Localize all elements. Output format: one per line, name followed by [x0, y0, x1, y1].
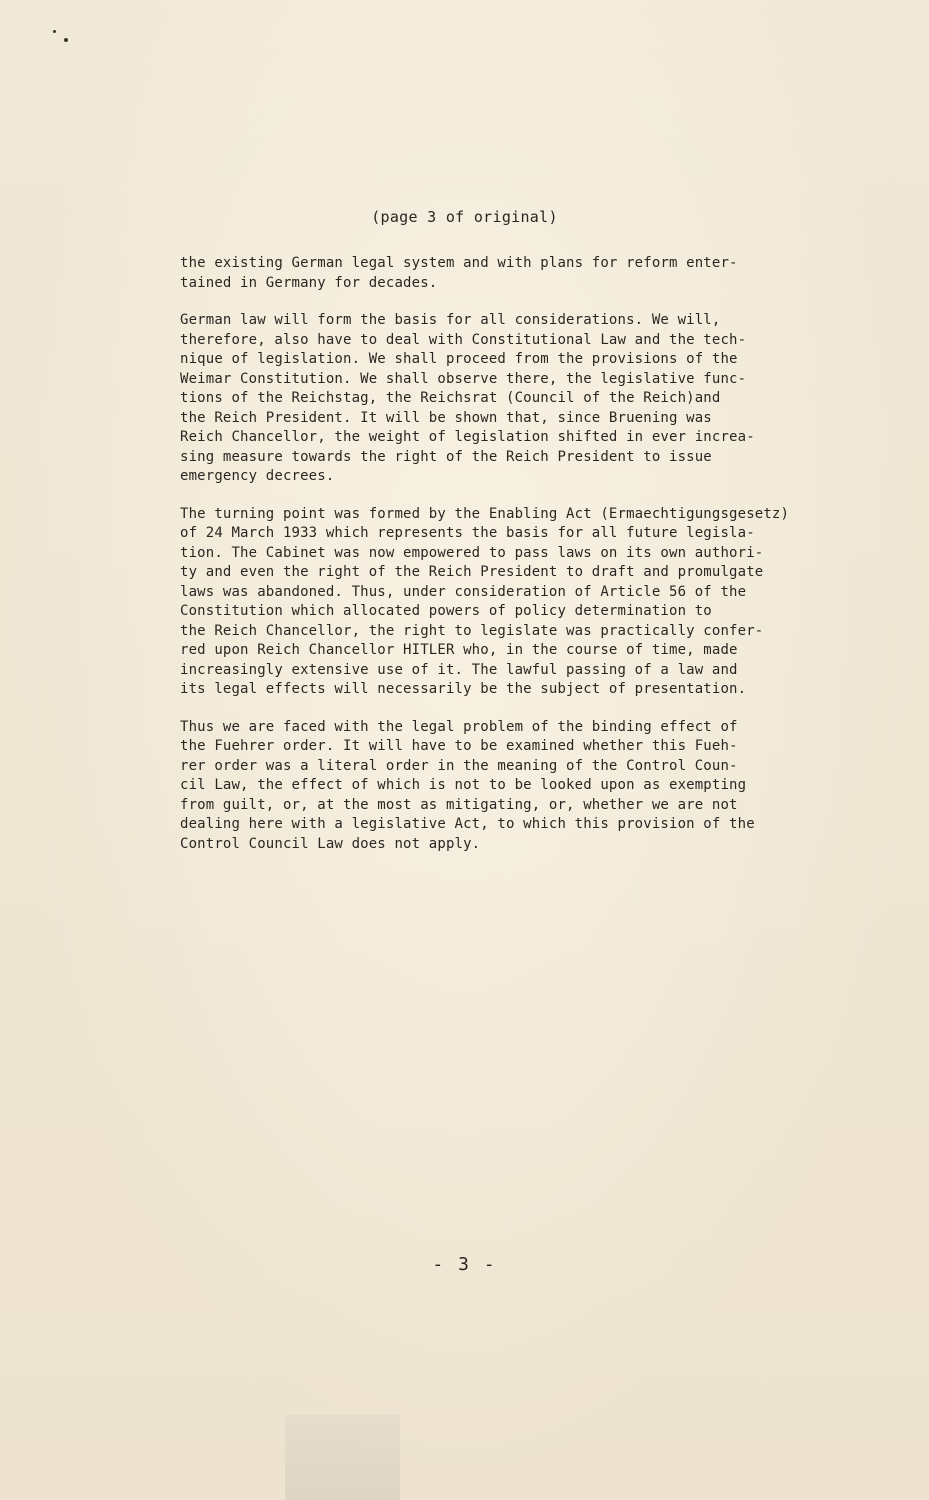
- stray-mark: [64, 38, 68, 42]
- text-line: cil Law, the effect of which is not to be looked upon as exempting: [180, 777, 747, 793]
- text-line: tion. The Cabinet was now empowered to pass laws on its own authori-: [180, 544, 764, 561]
- tape-residue: [285, 1415, 400, 1500]
- text-line: the Reich President. It will be shown that, since Bruening was: [180, 409, 712, 426]
- page-number: - 3 -: [432, 1254, 497, 1275]
- text-line: the Reich Chancellor, the right to legislate was practically confer-: [180, 622, 764, 639]
- text-line: emergency decrees.: [180, 468, 335, 484]
- text-line: Weimar Constitution. We shall observe there, the legislative func-: [180, 370, 747, 387]
- text-line: the Fuehrer order. It will have to be examined whether this Fueh-: [180, 738, 738, 754]
- paragraph: [180, 505, 870, 700]
- text-line: Control Council Law does not apply.: [180, 835, 481, 852]
- text-line: Thus we are faced with the legal problem of the binding effect of: [180, 718, 738, 735]
- text-line: Constitution which allocated powers of policy determination to: [180, 603, 712, 619]
- text-line: rer order was a literal order in the meaning of the Control Coun-: [180, 757, 738, 774]
- text-line: German law will form the basis for all considerations. We will,: [180, 312, 721, 328]
- text-line: The turning point was formed by the Enabling Act (Ermaechtigungsgesetz): [180, 505, 790, 522]
- text-line: from guilt, or, at the most as mitigating, or, whether we are not: [180, 796, 738, 813]
- paragraph: [180, 311, 870, 487]
- paragraph: [180, 254, 870, 293]
- text-line: Reich Chancellor, the weight of legislation shifted in ever increa-: [180, 429, 755, 445]
- text-line: nique of legislation. We shall proceed from the provisions of the: [180, 351, 738, 367]
- text-line: laws was abandoned. Thus, under consideration of Article 56 of the: [180, 583, 747, 600]
- text-line: ty and even the right of the Reich President to draft and promulgate: [180, 564, 764, 580]
- text-line: tions of the Reichstag, the Reichsrat (Council of the Reich)and: [180, 390, 721, 406]
- text-line: of 24 March 1933 which represents the basis for all future legisla-: [180, 525, 755, 541]
- text-line: sing measure towards the right of the Reich President to issue: [180, 448, 712, 465]
- text-line: dealing here with a legislative Act, to which this provision of the: [180, 816, 755, 832]
- stray-mark: [53, 30, 56, 33]
- body-text: [180, 254, 870, 872]
- text-line: red upon Reich Chancellor HITLER who, in the course of time, made: [180, 642, 738, 658]
- text-line: increasingly extensive use of it. The lawful passing of a law and: [180, 661, 738, 678]
- text-line: tained in Germany for decades.: [180, 274, 438, 291]
- text-line: its legal effects will necessarily be the subject of presentation.: [180, 681, 747, 697]
- text-line: the existing German legal system and with plans for reform enter-: [180, 255, 738, 271]
- text-line: therefore, also have to deal with Constitutional Law and the tech-: [180, 331, 747, 348]
- page-reference: (page 3 of original): [371, 208, 558, 226]
- paragraph: [180, 718, 870, 855]
